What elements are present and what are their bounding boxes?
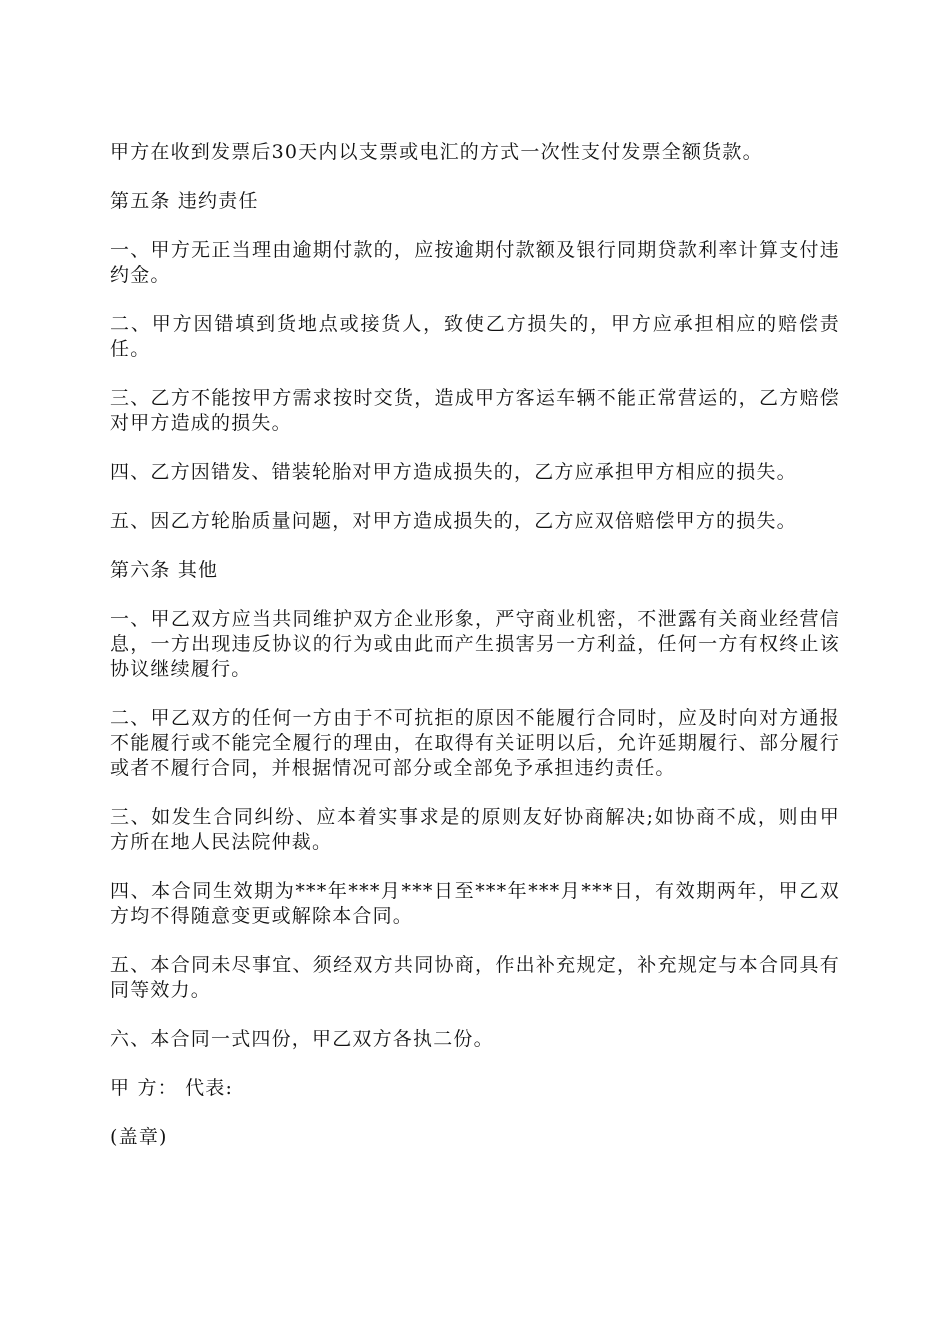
article-6-clause-4: 四、本合同生效期为***年***月***日至***年***月***日，有效期两年，甲乙双方均不得随意变更或解除本合同。 bbox=[110, 880, 840, 927]
party-a-signature-line: 甲 方： 代表: bbox=[110, 1077, 234, 1099]
article-5-clause-4: 四、乙方因错发、错装轮胎对甲方造成损失的，乙方应承担甲方相应的损失。 bbox=[110, 461, 797, 483]
article-5-clause-2: 二、甲方因错填到货地点或接货人，致使乙方损失的，甲方应承担相应的赔偿责任。 bbox=[110, 313, 840, 360]
article-6-heading: 第六条 其他 bbox=[110, 559, 219, 581]
article-6-clause-1: 一、甲乙双方应当共同维护双方企业形象，严守商业机密，不泄露有关商业经营信息，一方出现违反协议的行为或由此而产生损害另一方利益，任何一方有权终止该协议继续履行。 bbox=[110, 608, 840, 680]
article-5-clause-3: 三、乙方不能按甲方需求按时交货，造成甲方客运车辆不能正常营运的，乙方赔偿对甲方造成的损失。 bbox=[110, 387, 840, 434]
payment-paragraph: 甲方在收到发票后30天内以支票或电汇的方式一次性支付发票全额货款。 bbox=[110, 141, 763, 163]
article-6-clause-5: 五、本合同未尽事宜、须经双方共同协商，作出补充规定，补充规定与本合同具有同等效力。 bbox=[110, 954, 840, 1001]
article-6-clause-6: 六、本合同一式四份，甲乙双方各执二份。 bbox=[110, 1028, 494, 1050]
article-5-heading: 第五条 违约责任 bbox=[110, 190, 259, 212]
article-5-clause-1: 一、甲方无正当理由逾期付款的，应按逾期付款额及银行同期贷款利率计算支付违约金。 bbox=[110, 239, 840, 286]
document-body bbox=[110, 140, 840, 1150]
seal-line: (盖章) bbox=[110, 1126, 168, 1148]
article-6-clause-3: 三、如发生合同纠纷、应本着实事求是的原则友好协商解决;如协商不成，则由甲方所在地人民法院仲裁。 bbox=[110, 806, 840, 853]
article-6-clause-2: 二、甲乙双方的任何一方由于不可抗拒的原因不能履行合同时，应及时向对方通报不能履行或不能完全履行的理由，在取得有关证明以后，允许延期履行、部分履行或者不履行合同，并根据情况可部分或全部免予承担违约责任。 bbox=[110, 707, 840, 779]
article-5-clause-5: 五、因乙方轮胎质量问题，对甲方造成损失的，乙方应双倍赔偿甲方的损失。 bbox=[110, 510, 797, 532]
